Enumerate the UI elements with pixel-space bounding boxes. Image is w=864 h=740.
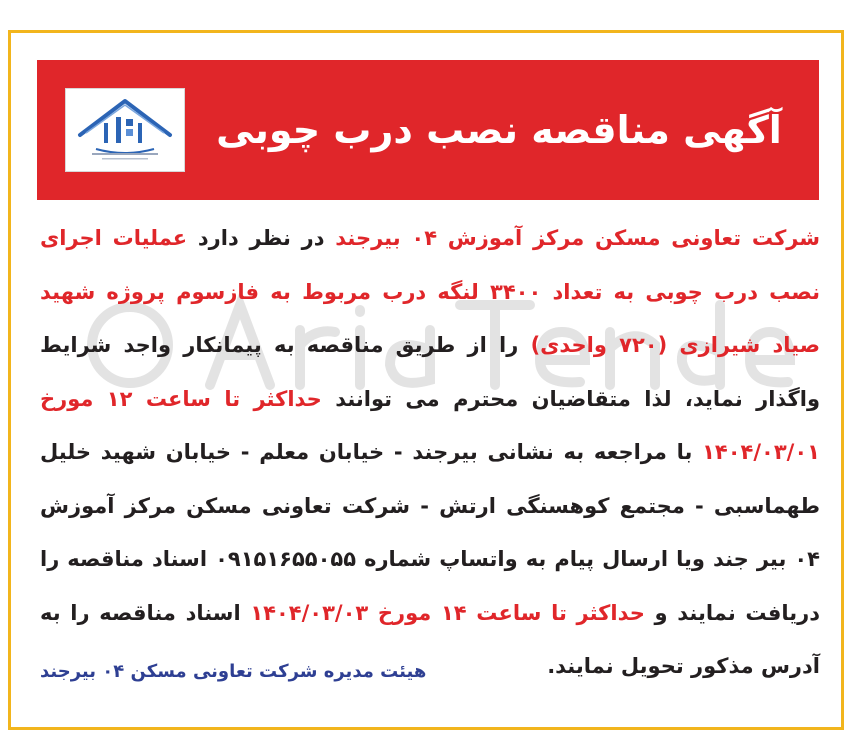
company-name: شرکت تعاونی مسکن مرکز آموزش ۰۴ بیرجند <box>335 226 821 250</box>
title-banner <box>37 60 819 200</box>
project-description: عملیات اجرای نصب درب چوبی به تعداد ۳۴۰۰ لنگه درب مربوط به فازسوم پروژه شهید صیاد شیرازی (۷۲۰ واحدی) <box>40 226 820 357</box>
signature: هیئت مدیره شرکت تعاونی مسکن ۰۴ بیرجند <box>40 661 427 682</box>
body-segment-1: در نظر دارد <box>187 226 336 250</box>
notice-body <box>40 212 820 694</box>
document-receipt-deadline: حداکثر تا ساعت ۱۲ مورخ ۱۴۰۴/۰۳/۰۱ <box>40 386 820 464</box>
document-delivery-deadline: حداکثر تا ساعت ۱۴ مورخ ۱۴۰۴/۰۳/۰۳ <box>250 600 645 625</box>
body-segment-3: با مراجعه به نشانی بیرجند - خیابان معلم - خیابان شهید خلیل طهماسبی - مجتمع کوهسنگی ارتش - شرکت تعاونی مسکن مرکز آموزش ۰۴ بیر جند ویا ارسال پیام به واتساپ شماره ۰۹۱۵۱۶۵۵۰۵۵ اسناد مناقصه را دریافت نمایند و <box>40 440 820 625</box>
house-logo-icon <box>66 89 184 171</box>
cooperative-logo <box>65 88 185 172</box>
body-segment-4: اسناد مناقصه را به آدرس مذکور تحویل نمایند. <box>40 600 820 678</box>
body-segment-2: را از طریق مناقصه به پیمانکار واجد شرایط واگذار نماید، لذا متقاضیان محترم می توانند <box>40 333 820 411</box>
notice-title: آگهی مناقصه نصب درب چوبی <box>216 108 782 152</box>
